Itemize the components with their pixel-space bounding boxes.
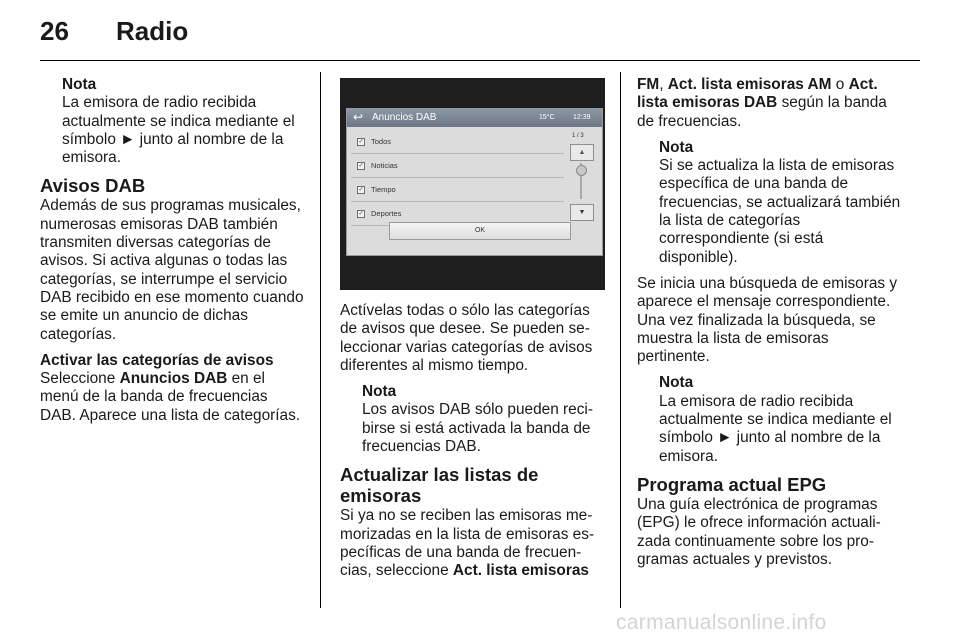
- column-divider-right: [620, 72, 621, 608]
- note-text: La emisora de radio recibida actualmente se indica mediante el símbolo ► junto al nombre de la emisora.: [659, 392, 892, 465]
- scroll-up-icon: ▲: [570, 144, 594, 161]
- note-title: Nota: [362, 383, 397, 401]
- infotainment-screenshot: [340, 78, 605, 290]
- text-segun-banda: según la banda de frecuencias.: [637, 94, 887, 130]
- ok-button: OK: [389, 222, 571, 240]
- heading-avisos-dab: Avisos DAB: [40, 175, 146, 197]
- text-en-menu: en el menú de la banda de frecuencias DAB. Aparece una lista de categorías.: [40, 370, 301, 424]
- text-actualizar: Si ya no se reciben las emisoras memorizadas en la lista de emisoras específicas de una banda de frecuencias, seleccione: [340, 507, 595, 580]
- note-emisora: [62, 76, 306, 167]
- page-number: 26: [40, 16, 69, 46]
- column-right: [637, 76, 903, 577]
- note-avisos: [362, 383, 605, 456]
- anuncios-dab-screen: [346, 108, 603, 256]
- paragraph-bandas: [637, 76, 903, 131]
- paragraph-avisos: Además de sus programas musicales, numerosas emisoras DAB también transmiten diversas categorías de avisos. Si activa algunas o todas las categorías, se interrumpe el servicio DAB recibido en ese momento cuando se emite un anuncio de dichas categorías.: [40, 197, 304, 343]
- text-seleccione: Seleccione: [40, 370, 120, 388]
- paragraph-epg: Una guía electrónica de programas (EPG) le ofrece información actualizada continuamente sobre los programas actuales y previstos.: [637, 495, 881, 568]
- paragraph-actualizar: [340, 507, 605, 580]
- page-header: [0, 0, 960, 60]
- subheading-activar: Activar las categorías de avisos: [40, 351, 274, 369]
- list-item-label: Tiempo: [371, 185, 396, 194]
- paragraph-activar: [40, 370, 306, 425]
- text-o: o: [831, 76, 849, 93]
- section-title: Radio: [116, 16, 189, 46]
- column-divider-left: [320, 72, 321, 608]
- note-text: La emisora de radio recibida actualmente se indica mediante el símbolo ► junto al nombre de la emisora.: [62, 94, 295, 167]
- list-item: [351, 130, 564, 154]
- text-comma: ,: [659, 76, 668, 93]
- heading-programa-epg: Programa actual EPG: [637, 473, 827, 495]
- heading-actualizar: Actualizar las listas de emisoras: [340, 464, 539, 507]
- checkbox-checked-icon: ✓: [358, 163, 364, 169]
- category-list: [351, 130, 564, 226]
- screen-title: Anuncios DAB: [372, 112, 437, 123]
- note-emisora-recibida: [659, 374, 903, 465]
- term-act-lista-am: Act. lista emisoras AM: [667, 76, 832, 93]
- paragraph-activelas: Actívelas todas o sólo las categorías de avisos que desee. Se pueden seleccionar varias categorías de avisos diferentes al mismo tiempo.: [340, 302, 593, 374]
- term-act-lista-emisoras: Act. lista emisoras: [452, 562, 589, 580]
- column-middle: [340, 302, 605, 589]
- note-title: Nota: [659, 374, 694, 392]
- note-actualiza: [659, 139, 903, 267]
- list-item: [351, 178, 564, 202]
- checkbox-checked-icon: ✓: [358, 139, 364, 145]
- screen-time: 12:39: [573, 114, 591, 121]
- checkbox-checked-icon: ✓: [358, 187, 364, 193]
- page-indicator: 1 / 3: [572, 133, 584, 139]
- screen-temperature: 15°C: [539, 114, 555, 121]
- list-item: [351, 154, 564, 178]
- paragraph-busqueda: Se inicia una búsqueda de emisoras y aparece el mensaje correspondiente. Una vez finalizada la búsqueda, se muestra la lista de emisoras pertinente.: [637, 274, 898, 366]
- scroll-down-icon: ▼: [570, 204, 594, 221]
- term-anuncios-dab: Anuncios DAB: [119, 370, 228, 388]
- note-text: Los avisos DAB sólo pueden recibirse si está activada la banda de frecuencias DAB.: [362, 401, 593, 456]
- scroll-thumb: [576, 165, 587, 176]
- list-item-label: Noticias: [371, 161, 398, 170]
- header-rule: [40, 60, 920, 61]
- note-title: Nota: [62, 76, 97, 93]
- list-item-label: Todos: [371, 137, 392, 146]
- note-title: Nota: [659, 138, 694, 156]
- term-act-lista-dab: Act. lista emisoras DAB: [637, 76, 878, 112]
- checkbox-checked-icon: ✓: [358, 211, 364, 217]
- screen-header: [347, 109, 602, 127]
- back-arrow-icon: ↩: [353, 110, 364, 124]
- term-fm: FM: [637, 76, 660, 93]
- watermark: carmanualsonline.info: [616, 611, 827, 634]
- column-left: [40, 76, 306, 433]
- list-item-label: Deportes: [371, 209, 402, 218]
- note-text: Si se actualiza la lista de emisoras específica de una banda de frecuencias, se actualizará también la lista de categorías correspondiente (si está disponible).: [659, 157, 901, 266]
